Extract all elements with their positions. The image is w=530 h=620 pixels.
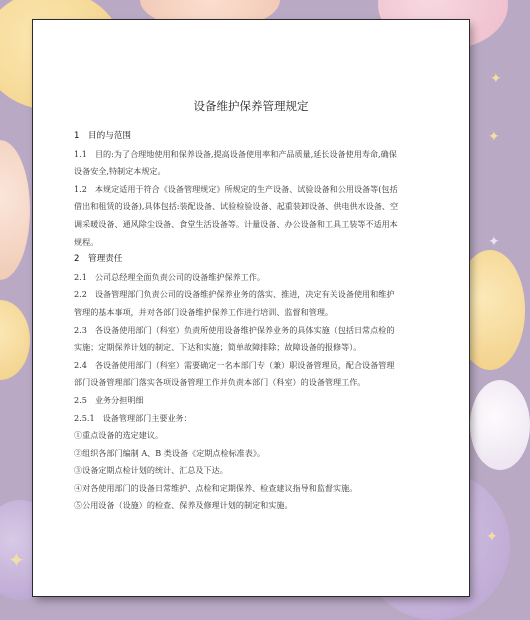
star-icon: ✦	[8, 548, 25, 572]
section-heading: 2 管理责任	[74, 254, 123, 265]
bg-ball-yellow-left	[0, 300, 30, 380]
star-icon: ✦	[488, 129, 500, 145]
paragraph: 2.1 公司总经理全面负责公司的设备维护保养工作。	[74, 271, 265, 282]
section-heading: 1 目的与范围	[74, 131, 132, 141]
list-item: ①重点设备的选定建议。	[74, 430, 164, 441]
paragraph: 2.3 各设备使用部门（科室）负责所使用设备维护保养业务的具体实施（包括日常点检的实施；定期保养计划的制定、下达和实施；简单故障排除；故障设备的报修等）。	[74, 324, 395, 353]
document-body	[74, 128, 399, 515]
list-item: ④对各使用部门的设备日常维护、点检和定期保养、检查建议指导和监督实施。	[74, 482, 358, 493]
star-icon: ✦	[488, 234, 500, 250]
bg-ball-peach-left	[0, 140, 30, 280]
list-item: ②组织各部门编制 A、B 类设备《定期点检标准表》。	[74, 447, 265, 458]
paragraph: 2.4 各设备使用部门（科室）需要确定一名本部门专（兼）职设备管理员，配合设备管理部门设备管理部门落实各项设备管理工作并负责本部门（科室）的设备管理工作。	[74, 359, 395, 388]
paragraph: 1.2 本规定适用于符合《设备管理规定》所规定的生产设备、试验设备和公用设备等(包括借出和租赁的设备),具体包括:装配设备、试验检验设备、起重装卸设备、供电供水设备、空调采暖设备、通风除尘设备、食堂生活设备等。计量设备、办公设备和工具工装等不适用本规程。	[74, 183, 399, 247]
document-title: 设备维护保养管理规定	[193, 99, 309, 113]
paragraph: 2.5.1 设备管理部门主要业务：	[74, 412, 192, 423]
list-item: ⑤公用设备（设施）的检查、保养及修理计划的制定和实施。	[74, 500, 293, 511]
list-item: ③设备定期点检计划的统计、汇总及下达。	[74, 465, 228, 476]
star-icon: ✦	[486, 529, 498, 545]
bg-ball-white-right	[470, 380, 530, 470]
paragraph: 2.2 设备管理部门负责公司的设备维护保养业务的落实、推进，决定有关设备使用和维护管理的基本事项，并对各部门设备维护保养工作进行培训、监督和管理。	[74, 289, 395, 317]
star-icon: ✦	[490, 71, 502, 87]
paragraph: 2.5 业务分担明细	[74, 394, 144, 405]
paragraph: 1.1 目的:为了合理地使用和保养设备,提高设备使用率和产品质量,延长设备使用寿命,确保设备安全,特制定本规定。	[74, 148, 397, 177]
